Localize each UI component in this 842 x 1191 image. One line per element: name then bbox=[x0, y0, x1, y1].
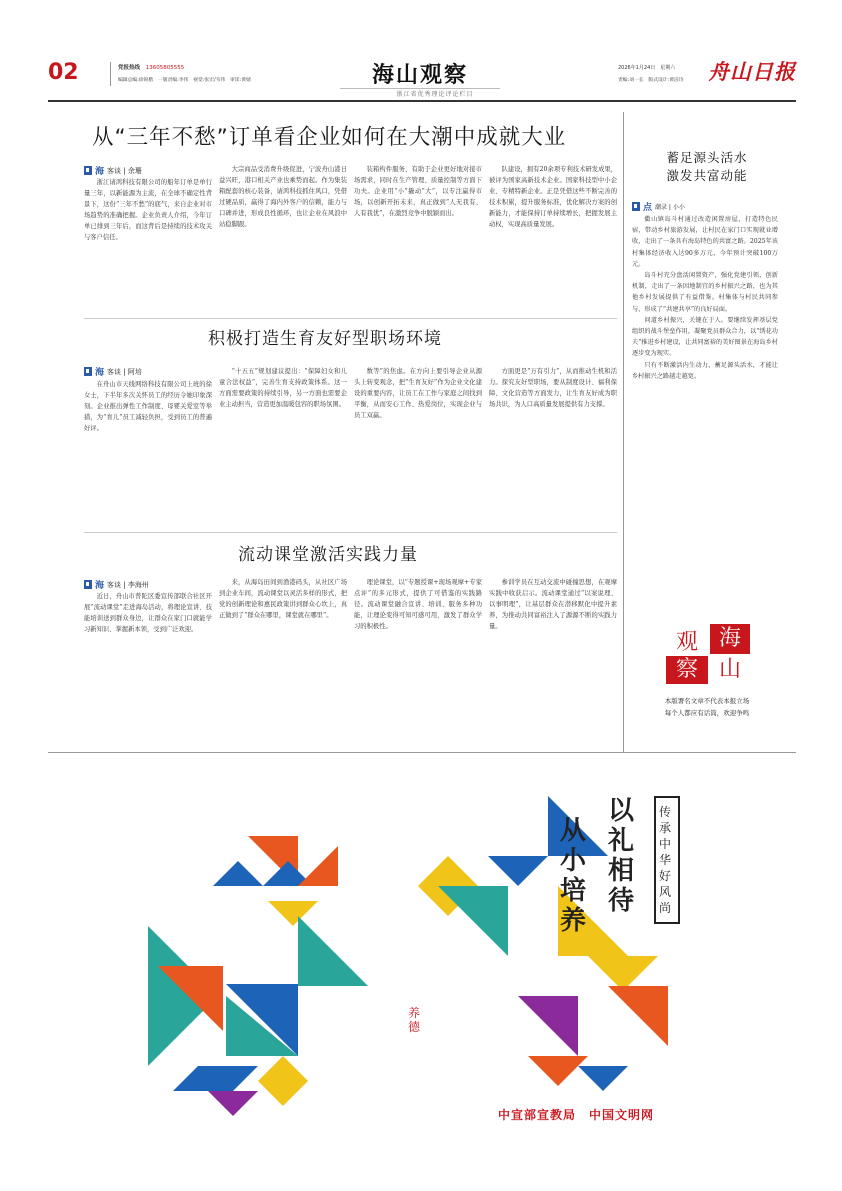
article1-col-2: 大宗商品受消费升级促进，宁波舟山港日益兴旺，港口相关产业也乘势而起。作为集装箱配套的核心装备，请鸿科技抓住风口，凭借过硬品质，赢得了海内外客户的信赖，能力与口碑并进，形成良性循环，也让企业在风浪中站稳脚跟。 bbox=[219, 166, 347, 228]
byline-name: 客谈 | 阿培 bbox=[107, 367, 142, 376]
article3-col-4: 参训学员在互动交流中碰撞思想，在观摩实践中收获启示。流动课堂通过“以案说理、以事明理”，让基层群众在潜移默化中提升素养，为推动共同富裕注入了源源不断的实践力量。 bbox=[489, 579, 617, 630]
sidebar-body: 衢山镇岛斗村通过改造闲置房屋、打造特色民宿，带动乡村旅游发展，让村民在家门口实现就业增收，走出了一条具有海岛特色的共富之路。2025年该村集体经济收入达90多万元，今年预计突破100万元。 岛斗村充分盘活闲置资产，强化党建引领，创新机制，走出了一条因地制宜的乡村振兴之路，也为其他乡村发展提供了有益借鉴。村集体与村民共同参与，形成了“共建共享”的良好局面。 问道乡村振兴，关键在于人。要继续发挥基层党组织的战斗堡垒作用，凝聚党员群众合力，以“绣花功夫”推进乡村建设，让共同富裕的美好图景在海岛乡村逐步变为现实。 只有不断激活内生动力，蓄足源头活水，才能让乡村振兴之路越走越宽。 bbox=[632, 216, 778, 380]
tangram-piece bbox=[488, 856, 548, 886]
article3-byline bbox=[84, 578, 149, 591]
byline-brand: 海 bbox=[95, 167, 105, 177]
sidebar-separator bbox=[623, 112, 624, 752]
article1-divider bbox=[84, 318, 617, 319]
promo-stamp bbox=[664, 624, 752, 686]
article3-col-3: 理论课堂，以“专题授课+现场观摩+专家点评”的多元形式，提供了可借鉴的实践路径。流动课堂融合宣讲、培训、服务多种功能，让理论变得可知可感可用，激发了群众学习的积极性。 bbox=[354, 579, 482, 630]
promo-char-shan: 山 bbox=[718, 657, 741, 682]
article2-title: 积极打造生育友好型职场环境 bbox=[208, 329, 442, 349]
promo-char-hai: 海 bbox=[710, 624, 750, 654]
tangram-piece bbox=[173, 1066, 258, 1091]
byline-name: 客谈 | 余珊 bbox=[107, 166, 142, 175]
promo-char-guan: 观 bbox=[675, 630, 698, 655]
byline-mark-icon bbox=[84, 166, 92, 175]
tangram-piece bbox=[578, 1066, 628, 1091]
article2-divider bbox=[84, 532, 617, 533]
byline-mark-icon bbox=[84, 580, 92, 589]
masthead-logo: 舟山日报 bbox=[708, 59, 796, 84]
hotline-number: 13605805555 bbox=[145, 65, 185, 71]
page-number: 02 bbox=[48, 60, 79, 85]
article2-byline bbox=[84, 365, 142, 378]
tangram-piece bbox=[588, 956, 658, 991]
article2-col-1: 在舟山市天线网络科技有限公司上班的徐女士，下半年多次关怀员工的经历令她印象深刻。企业推出弹性工作制度、母婴关爱室等举措，为“育儿”员工减轻负担，受到员工的普遍好评。 bbox=[84, 381, 212, 432]
tangram-piece bbox=[213, 861, 263, 886]
tangram-piece bbox=[608, 986, 668, 1046]
sidebar-byline bbox=[632, 200, 685, 213]
sidebar-title-2: 激发共富动能 bbox=[666, 168, 748, 183]
hotline bbox=[118, 63, 184, 71]
article2-col-2: “十五五”规划建议提出：“保障妇女和儿童合法权益”，完善生育支持政策体系。这一方面需要政策的持续引导，另一方面也需要企业主动担当，营造更加温暖包容的职场氛围。 bbox=[219, 368, 347, 408]
hotline-label: 党报热线 bbox=[118, 65, 141, 71]
tangram-piece bbox=[298, 916, 368, 986]
editors-line: 编辑总编:徐锐楷 一版责编:李伟 视觉:张宏/韦伟 审读:黄婧 bbox=[118, 78, 251, 83]
byline-mark-icon bbox=[84, 367, 92, 376]
poster-top-rule bbox=[48, 752, 796, 753]
tangram-illustration bbox=[48, 756, 796, 1148]
tangram-piece bbox=[258, 1056, 308, 1106]
byline-mark-icon bbox=[632, 202, 640, 211]
promo-caption-1: 本版署名文章不代表本报立场 bbox=[664, 697, 750, 705]
byline-name: 客谈 | 李海州 bbox=[107, 580, 149, 589]
byline-name: 潮录 | 小小 bbox=[655, 204, 685, 211]
byline-brand: 海 bbox=[95, 368, 105, 378]
article3-col-1: 近日，舟山市普陀区委宣传部联合社区开展“流动课堂”走进海岛活动，将理论宣讲、技能培训送到群众身边，让群众在家门口就能学习新知识、掌握新本领，受到广泛欢迎。 bbox=[84, 593, 212, 633]
poster-seal: 养德 bbox=[408, 1006, 421, 1034]
header-rule bbox=[48, 100, 796, 102]
article3-col-2: 来，从海岛田间到渔港码头，从社区广场到企业车间，流动课堂以灵活多样的形式，把党的创新理论和惠民政策讲到群众心坎上，真正做到了“群众在哪里，课堂就在哪里”。 bbox=[219, 579, 347, 619]
tangram-piece bbox=[208, 1091, 258, 1116]
poster-footer: 中宣部宣教局 中国文明网 bbox=[498, 1108, 655, 1122]
promo-char-cha: 察 bbox=[666, 656, 708, 684]
poster-boxed-slogan: 传承中华好风尚 bbox=[654, 796, 680, 924]
tangram-piece bbox=[528, 1056, 588, 1086]
tangram-piece bbox=[268, 901, 318, 926]
article1-col-1: 浙江请鸿科技有限公司的船年订单是单行量三年，以新能源为主流，在全球不确定性背景下，这份“三年不愁”的底气，来自企业对市场趋势的准确把握。企业负责人介绍，今年订单已排到三年后，而这背后是持续的技术攻关与客户信任。 bbox=[84, 179, 212, 241]
article1-byline bbox=[84, 164, 142, 177]
poster-slogan-a: 以礼相待 bbox=[608, 796, 635, 916]
sidebar-title-1: 蓄足源头活水 bbox=[666, 150, 748, 165]
section-title: 海山观察 bbox=[371, 63, 468, 88]
byline-brand: 海 bbox=[95, 581, 105, 591]
tangram-piece bbox=[298, 846, 338, 886]
tangram-piece bbox=[518, 996, 578, 1056]
article2-col-4: 方面更是“万有引力”，从而推动生机和活力。探究友好型职场，要从制度设计、福利保障、文化营造等方面发力，让生育友好成为职场共识，为人口高质量发展提供有力支撑。 bbox=[489, 368, 617, 408]
promo-caption-2: 每个人都应有话筒，欢迎争鸣 bbox=[664, 709, 750, 717]
issue-date: 2026年1月24日 星期六 bbox=[618, 65, 676, 71]
article2-col-3: 数等”的焦虑。在方向上要引导企业从源头上转变观念，把“生育友好”作为企业文化建设的重要内容，让员工在工作与家庭之间找到平衡，从而安心工作、热爱岗位，实现企业与员工双赢。 bbox=[354, 368, 482, 419]
section-subtitle: 浙江省优秀理论评论栏目 bbox=[396, 91, 474, 98]
byline-brand: 点 bbox=[643, 203, 653, 213]
editors-right: 责编:刘一长 版式设计:黄洁诗 bbox=[618, 78, 684, 83]
article3-title: 流动课堂激活实践力量 bbox=[238, 545, 418, 565]
article1-col-4: 队建设，拥有20余项专利技术研发成果，被评为国家高新技术企业。国家科技型中小企业、专精特新企业。正是凭借这些不断完善的技术积累，提升服务标准，优化解决方案的创新能力，才能保持订单持续增长，把握发展主动权，实现高质量发展。 bbox=[489, 166, 617, 228]
tangram-piece bbox=[438, 886, 508, 956]
public-service-poster bbox=[48, 756, 796, 1148]
article1-title: 从“三年不愁”订单看企业如何在大潮中成就大业 bbox=[92, 125, 567, 150]
poster-slogan-b: 从小培养 bbox=[560, 816, 587, 936]
page-number-divider bbox=[110, 62, 111, 86]
article1-col-3: 装箱构件服务，有助于企业更好地对接市场需求，同时在生产管理、质量控制等方面下功夫。企业用“小”撬动“大”，以专注赢得市场，以创新开拓未来，真正做到“人无我有、人有我优”，在激烈竞争中脱颖而出。 bbox=[354, 166, 482, 217]
